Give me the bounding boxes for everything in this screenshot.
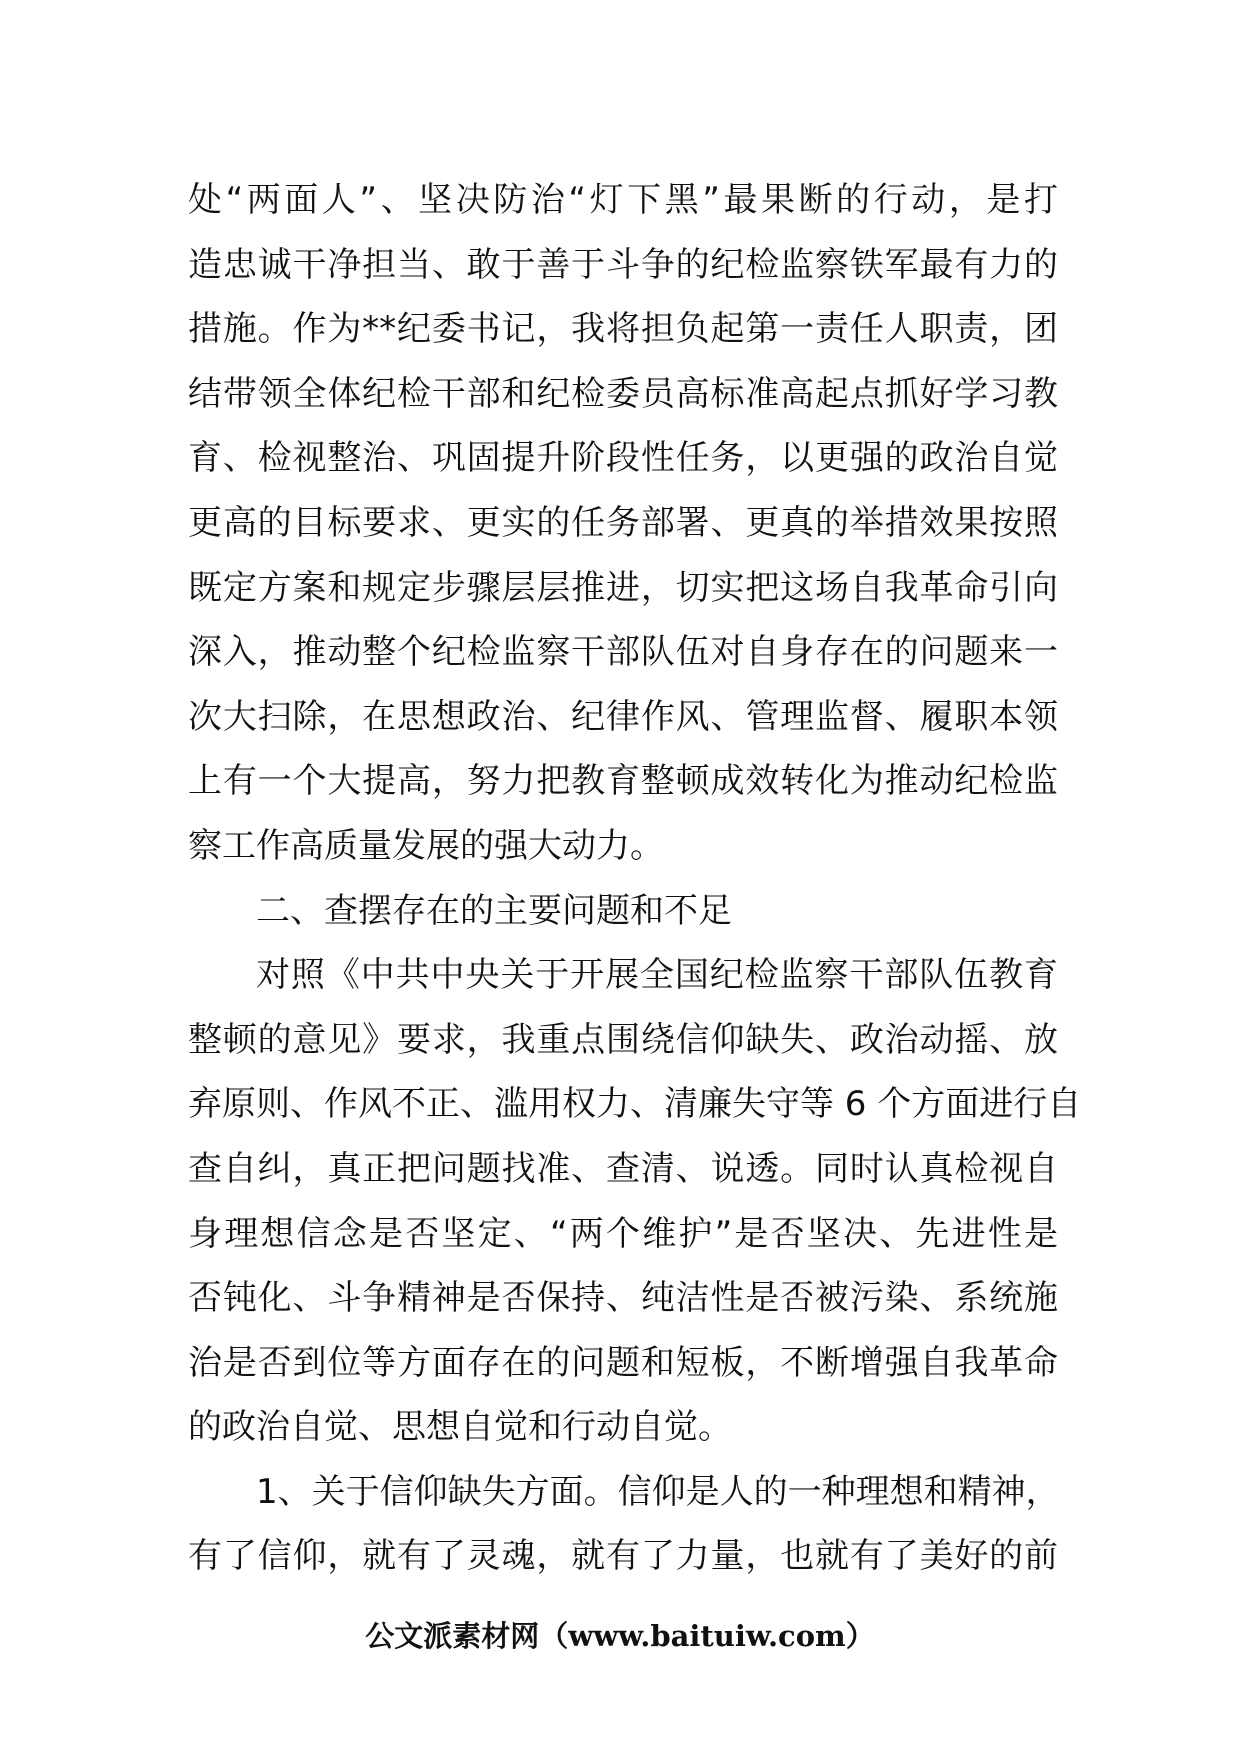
text-line: 造忠诚干净担当、敢于善于斗争的纪检监察铁军最有力的 (188, 244, 1058, 285)
section-heading: 二、查摆存在的主要问题和不足 (256, 890, 732, 931)
document-body (188, 168, 1082, 1589)
text-line: 对照《中共中央关于开展全国纪检监察干部队伍教育 (256, 955, 1058, 996)
text-line: 查自纠，真正把问题找准、查清、说透。同时认真检视自 (188, 1148, 1058, 1189)
text-line: 弃原则、作风不正、滥用权力、清廉失守等 6 个方面进行自 (188, 1084, 1082, 1125)
text-line: 既定方案和规定步骤层层推进，切实把这场自我革命引向 (188, 567, 1058, 608)
footer-watermark: 公文派素材网（www.baituiw.com） (365, 1619, 875, 1653)
text-line: 整顿的意见》要求，我重点围绕信仰缺失、政治动摇、放 (188, 1019, 1058, 1060)
text-line: 上有一个大提高，努力把教育整顿成效转化为推动纪检监 (188, 761, 1058, 802)
text-line: 1、关于信仰缺失方面。信仰是人的一种理想和精神， (256, 1471, 1060, 1512)
text-line: 育、检视整治、巩固提升阶段性任务，以更强的政治自觉 (188, 438, 1058, 479)
text-line: 有了信仰，就有了灵魂，就有了力量，也就有了美好的前 (188, 1536, 1058, 1577)
text-line: 察工作高质量发展的强大动力。 (188, 825, 664, 866)
text-line: 次大扫除，在思想政治、纪律作风、管理监督、履职本领 (188, 696, 1058, 737)
text-line: 治是否到位等方面存在的问题和短板，不断增强自我革命 (188, 1342, 1058, 1383)
text-line: 深入，推动整个纪检监察干部队伍对自身存在的问题来一 (188, 632, 1058, 673)
text-line: 措施。作为**纪委书记，我将担负起第一责任人职责，团 (188, 309, 1058, 350)
text-line: 身理想信念是否坚定、“两个维护”是否坚决、先进性是 (188, 1213, 1058, 1254)
text-line: 结带领全体纪检干部和纪检委员高标准高起点抓好学习教 (188, 373, 1058, 414)
text-line: 否钝化、斗争精神是否保持、纯洁性是否被污染、系统施 (188, 1278, 1058, 1319)
text-line: 处“两面人”、坚决防治“灯下黑”最果断的行动，是打 (188, 180, 1058, 220)
text-line: 的政治自觉、思想自觉和行动自觉。 (188, 1407, 732, 1448)
text-line: 更高的目标要求、更实的任务部署、更真的举措效果按照 (188, 502, 1058, 543)
